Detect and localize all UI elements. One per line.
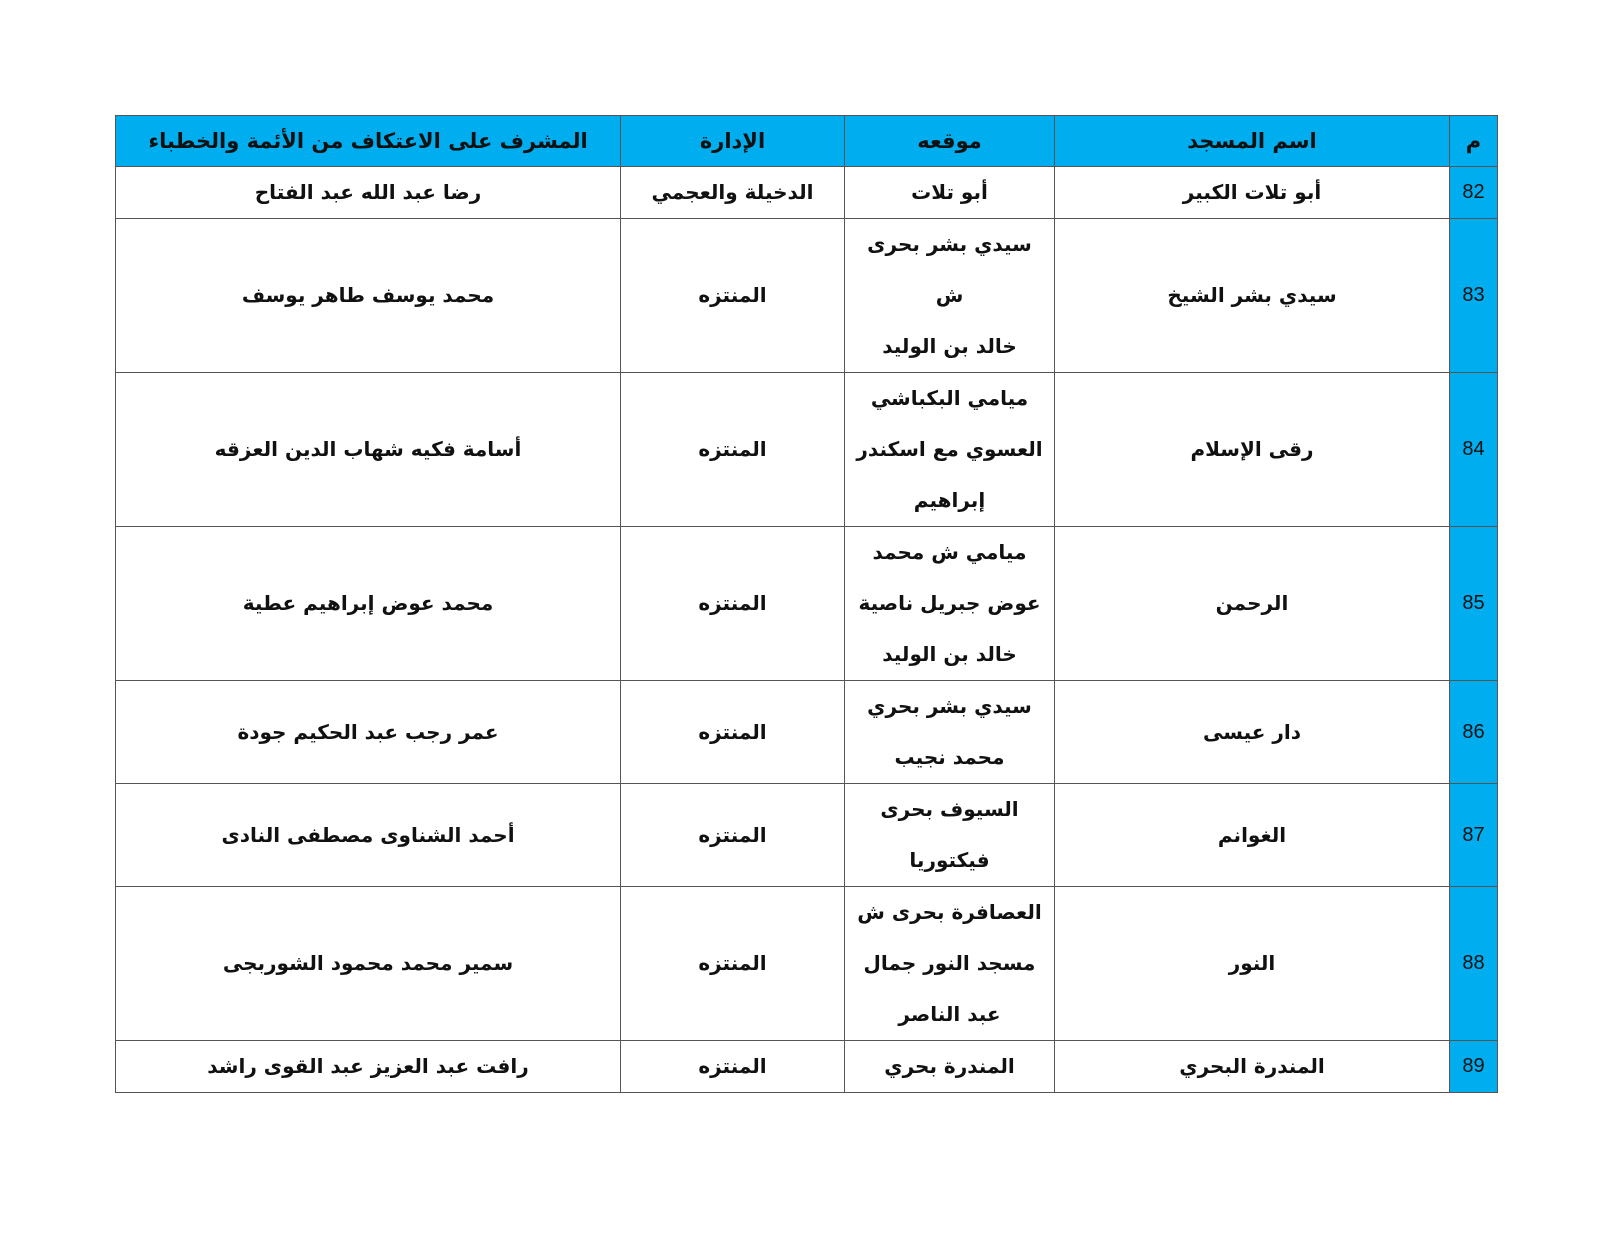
row-number: 89 xyxy=(1450,1041,1498,1093)
location-line: مسجد النور جمال xyxy=(863,951,1036,975)
location-line: عوض جبريل ناصية xyxy=(858,591,1041,615)
mosque-table xyxy=(115,115,1498,1093)
supervisor-name: رضا عبد الله عبد الفتاح xyxy=(116,167,621,219)
supervisor-name: محمد يوسف طاهر يوسف xyxy=(116,219,621,373)
mosque-location xyxy=(845,681,1055,784)
header-administration: الإدارة xyxy=(621,116,845,167)
table-row xyxy=(116,167,1498,219)
row-number: 87 xyxy=(1450,784,1498,887)
location-line: فيكتوريا xyxy=(909,848,990,872)
supervisor-name: أسامة فكيه شهاب الدين العزقه xyxy=(116,373,621,527)
administration: المنتزه xyxy=(621,1041,845,1093)
mosque-name: المندرة البحري xyxy=(1055,1041,1450,1093)
location-line: سيدي بشر بحرى ش xyxy=(867,232,1032,307)
table-body xyxy=(116,167,1498,1093)
location-line: إبراهيم xyxy=(913,488,986,512)
mosque-name: النور xyxy=(1055,887,1450,1041)
row-number: 86 xyxy=(1450,681,1498,784)
mosque-location xyxy=(845,784,1055,887)
mosque-location xyxy=(845,887,1055,1041)
header-mosque-name: اسم المسجد xyxy=(1055,116,1450,167)
header-location: موقعه xyxy=(845,116,1055,167)
mosque-name: الرحمن xyxy=(1055,527,1450,681)
table-row xyxy=(116,784,1498,887)
location-line: ميامي البكباشي xyxy=(870,386,1029,410)
supervisor-name: سمير محمد محمود الشوربجى xyxy=(116,887,621,1041)
location-line: محمد نجيب xyxy=(894,745,1005,769)
location-line: العصافرة بحرى ش xyxy=(857,900,1042,924)
row-number: 88 xyxy=(1450,887,1498,1041)
administration: المنتزه xyxy=(621,219,845,373)
administration: المنتزه xyxy=(621,784,845,887)
location-line: ميامي ش محمد xyxy=(872,540,1027,564)
location-line: سيدي بشر بحري xyxy=(867,694,1032,718)
location-line: عبد الناصر xyxy=(898,1002,1001,1026)
location-line: السيوف بحرى xyxy=(880,797,1019,821)
table-row xyxy=(116,527,1498,681)
header-supervisor: المشرف على الاعتكاف من الأئمة والخطباء xyxy=(116,116,621,167)
row-number: 84 xyxy=(1450,373,1498,527)
location-line: خالد بن الوليد xyxy=(882,642,1017,666)
mosque-location xyxy=(845,1041,1055,1093)
mosque-location xyxy=(845,373,1055,527)
mosque-name: رقى الإسلام xyxy=(1055,373,1450,527)
location-line: المندرة بحري xyxy=(884,1054,1015,1078)
table-row xyxy=(116,887,1498,1041)
row-number: 83 xyxy=(1450,219,1498,373)
mosque-name: الغوانم xyxy=(1055,784,1450,887)
row-number: 85 xyxy=(1450,527,1498,681)
table-row xyxy=(116,373,1498,527)
table-row xyxy=(116,1041,1498,1093)
administration: المنتزه xyxy=(621,527,845,681)
location-line: أبو تلات xyxy=(911,180,988,204)
table-row xyxy=(116,219,1498,373)
mosque-location xyxy=(845,527,1055,681)
administration: المنتزه xyxy=(621,887,845,1041)
supervisor-name: رافت عبد العزيز عبد القوى راشد xyxy=(116,1041,621,1093)
table-row xyxy=(116,681,1498,784)
mosque-name: دار عيسى xyxy=(1055,681,1450,784)
administration: الدخيلة والعجمي xyxy=(621,167,845,219)
administration: المنتزه xyxy=(621,373,845,527)
location-line: العسوي مع اسكندر xyxy=(856,437,1043,461)
supervisor-name: أحمد الشناوى مصطفى النادى xyxy=(116,784,621,887)
mosque-name: سيدي بشر الشيخ xyxy=(1055,219,1450,373)
supervisor-name: عمر رجب عبد الحكيم جودة xyxy=(116,681,621,784)
mosque-location xyxy=(845,167,1055,219)
location-line: خالد بن الوليد xyxy=(882,334,1017,358)
mosque-name: أبو تلات الكبير xyxy=(1055,167,1450,219)
administration: المنتزه xyxy=(621,681,845,784)
supervisor-name: محمد عوض إبراهيم عطية xyxy=(116,527,621,681)
header-row xyxy=(116,116,1498,167)
mosque-location xyxy=(845,219,1055,373)
header-num: م xyxy=(1450,116,1498,167)
row-number: 82 xyxy=(1450,167,1498,219)
